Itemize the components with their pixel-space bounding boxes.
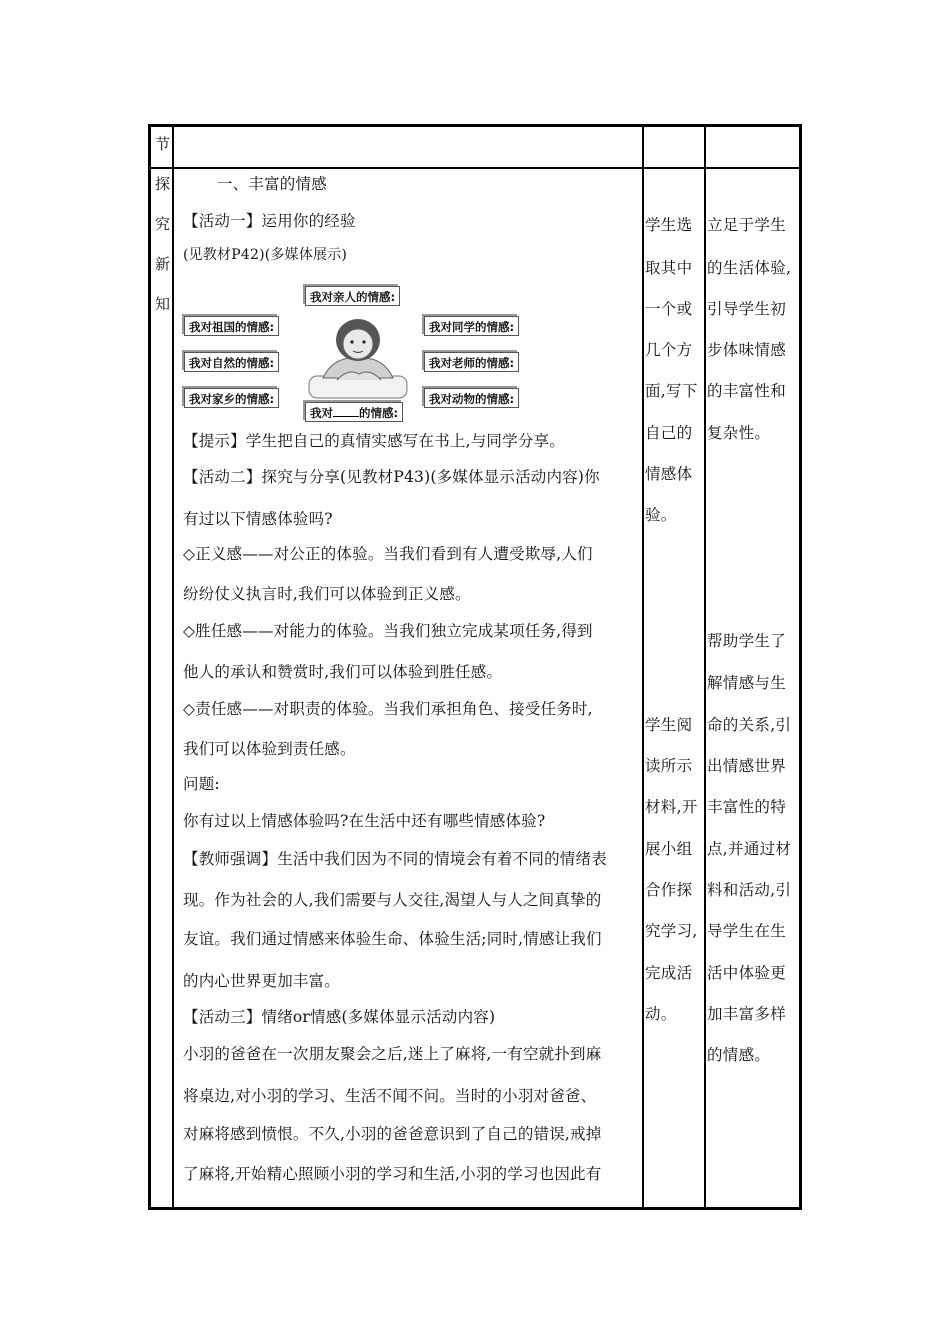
label-nature: 我对自然的情感: — [184, 352, 279, 372]
design-intent-line: 命的关系,引 — [707, 716, 792, 734]
design-intent-line: 活中体验更 — [707, 964, 787, 982]
student-activity-line: 情感体 — [645, 465, 693, 483]
content-line: 【教师强调】生活中我们因为不同的情境会有着不同的情绪表 — [183, 850, 607, 868]
content-line: 了麻将,开始精心照顾小羽的学习和生活,小羽的学习也因此有 — [183, 1165, 602, 1183]
design-intent-line: 的情感。 — [707, 1046, 771, 1064]
content-line: ◇正义感——对公正的体验。当我们看到有人遭受欺辱,人们 — [183, 545, 593, 563]
design-intent-line: 步体味情感 — [707, 341, 787, 359]
content-line: ◇胜任感——对能力的体验。当我们独立完成某项任务,得到 — [183, 622, 593, 640]
student-activity-line: 读所示 — [645, 757, 693, 775]
content-line: 将桌边,对小羽的学习、生活不闻不问。当时的小羽对爸爸、 — [183, 1087, 597, 1105]
column-divider — [642, 127, 644, 1207]
student-activity-line: 几个方 — [645, 341, 693, 359]
content-line: 现。作为社会的人,我们需要与人交往,渴望人与人之间真挚的 — [183, 891, 602, 909]
content-line: 对麻将感到愤恨。不久,小羽的爸爸意识到了自己的错误,戒掉 — [183, 1125, 602, 1143]
student-activity-line: 材料,开 — [645, 798, 698, 816]
row-divider — [151, 167, 799, 169]
content-line: 的内心世界更加丰富。 — [183, 972, 341, 990]
design-intent-line: 出情感世界 — [707, 757, 787, 775]
design-intent-line: 的丰富性和 — [707, 382, 787, 400]
student-activity-line: 动。 — [645, 1005, 677, 1023]
label-animals: 我对动物的情感: — [424, 388, 519, 408]
student-activity-line: 究学习, — [645, 922, 698, 940]
label-teachers: 我对老师的情感: — [424, 352, 519, 372]
student-activity-line: 取其中 — [645, 259, 693, 277]
fill-blank — [333, 404, 359, 417]
student-activity-line: 学生阅 — [645, 716, 693, 734]
content-line: 【提示】学生把自己的真情实感写在书上,与同学分享。 — [183, 432, 565, 450]
student-activity-line: 学生选 — [645, 216, 693, 234]
content-line: 我们可以体验到责任感。 — [183, 740, 356, 758]
section-label-header: 节 — [155, 135, 171, 153]
activity-source: (见教材P42)(多媒体展示) — [183, 247, 348, 263]
student-activity-line: 一个或 — [645, 300, 693, 318]
content-line: 纷纷仗义执言时,我们可以体验到正义感。 — [183, 585, 471, 603]
student-activity-line: 展小组 — [645, 840, 693, 858]
label-family: 我对亲人的情感: — [305, 286, 400, 306]
content-line: 问题: — [183, 775, 220, 793]
design-intent-line: 丰富性的特 — [707, 798, 787, 816]
design-intent-line: 帮助学生了 — [707, 632, 787, 650]
content-line: 有过以下情感体验吗? — [183, 510, 333, 528]
girl-illustration-icon — [303, 312, 413, 400]
design-intent-line: 点,并通过材 — [707, 840, 792, 858]
design-intent-line: 导学生在生 — [707, 922, 787, 940]
design-intent-line: 加丰富多样 — [707, 1005, 787, 1023]
content-line: 小羽的爸爸在一次朋友聚会之后,迷上了麻将,一有空就扑到麻 — [183, 1045, 602, 1063]
design-intent-line: 的生活体验, — [707, 259, 792, 277]
content-line: 你有过以上情感体验吗?在生活中还有哪些情感体验? — [183, 812, 546, 830]
emotion-diagram — [181, 282, 536, 420]
design-intent-line: 立足于学生 — [707, 216, 787, 234]
design-intent-line: 解情感与生 — [707, 674, 787, 692]
column-divider — [172, 127, 174, 1207]
student-activity-line: 完成活 — [645, 964, 693, 982]
column-divider — [704, 127, 706, 1207]
section-label-char: 究 — [155, 215, 171, 233]
content-line: 【活动三】情绪or情感(多媒体显示活动内容) — [183, 1008, 496, 1026]
design-intent-line: 复杂性。 — [707, 424, 771, 442]
section-heading: 一、丰富的情感 — [217, 175, 327, 193]
student-activity-line: 自己的 — [645, 424, 693, 442]
student-activity-line: 面,写下 — [645, 382, 698, 400]
activity-title: 【活动一】运用你的经验 — [183, 212, 356, 230]
content-line: ◇责任感——对职责的体验。当我们承担角色、接受任务时, — [183, 700, 593, 718]
student-activity-line: 验。 — [645, 506, 677, 524]
label-blank — [305, 402, 403, 422]
lesson-plan-table — [148, 124, 802, 1210]
label-classmates: 我对同学的情感: — [424, 316, 519, 336]
content-line: 友谊。我们通过情感来体验生命、体验生活;同时,情感让我们 — [183, 930, 602, 948]
section-label-char: 探 — [155, 175, 171, 193]
label-blank-prefix: 我对 — [310, 406, 333, 420]
student-activity-line: 合作探 — [645, 881, 693, 899]
label-country: 我对祖国的情感: — [184, 316, 279, 336]
content-line: 他人的承认和赞赏时,我们可以体验到胜任感。 — [183, 663, 503, 681]
section-label-char: 新 — [155, 255, 171, 273]
design-intent-line: 引导学生初 — [707, 300, 787, 318]
label-blank-suffix: 的情感: — [359, 406, 399, 420]
section-label-char: 知 — [155, 295, 171, 313]
label-hometown: 我对家乡的情感: — [184, 388, 279, 408]
design-intent-line: 料和活动,引 — [707, 881, 792, 899]
content-line: 【活动二】探究与分享(见教材P43)(多媒体显示活动内容)你 — [183, 468, 600, 486]
